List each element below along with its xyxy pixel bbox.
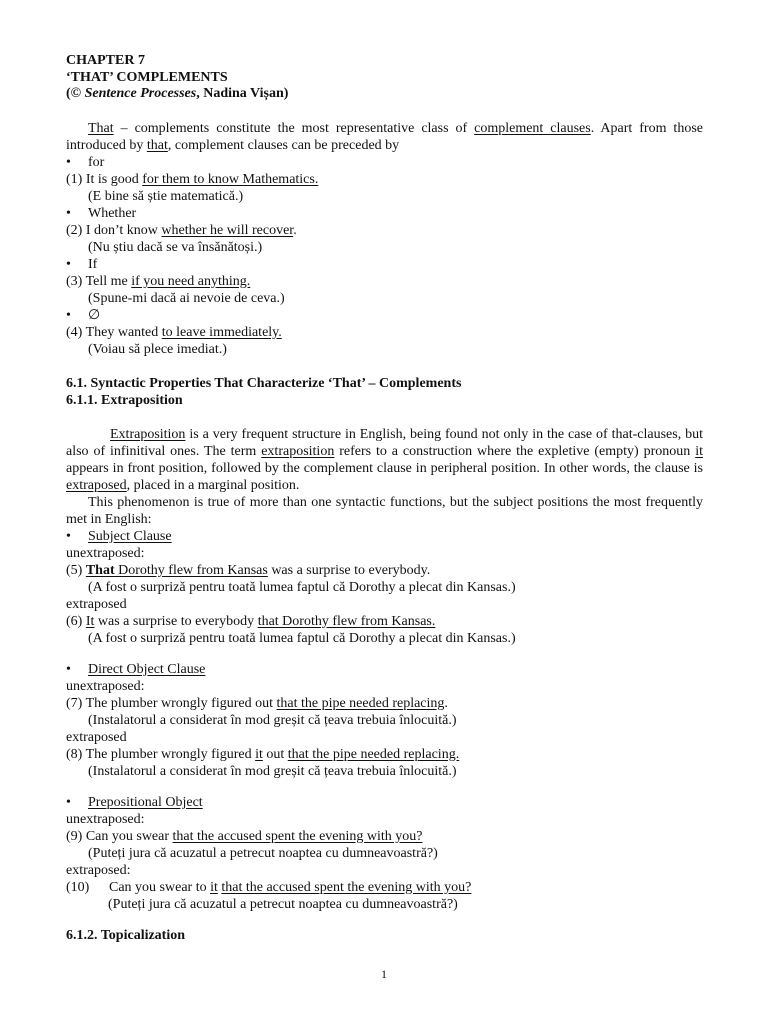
example-9: (9) Can you swear that the accused spent the evening with you? (66, 828, 423, 844)
label-extraposed: extraposed (66, 729, 127, 745)
extraposition-paragraph: Extraposition is a very frequent structure in English, being found not only in the case of that-clauses, but also of infinitival ones. The term extraposition refers to a construction where the expletive (empty) pronoun it appears in front position, followed by the complement clause in peripheral position. In other words, the clause is extraposed, placed in a marginal position. (66, 426, 703, 493)
example-4-translation: (Voiau să plece imediat.) (88, 341, 227, 357)
page-number: 1 (381, 967, 387, 981)
label-extraposed: extraposed (66, 596, 127, 612)
example-8-translation: (Instalatorul a considerat în mod greșit că țeava trebuia înlocuită.) (88, 763, 457, 779)
label-extraposed: extraposed: (66, 862, 131, 878)
list-item: • ∅ (66, 307, 703, 324)
example-6: (6) It was a surprise to everybody that Dorothy flew from Kansas. (66, 613, 436, 629)
chapter-source: (© Sentence Processes, Nadina Vișan) (66, 86, 289, 101)
example-4: (4) They wanted to leave immediately. (66, 324, 282, 340)
example-10: (10) Can you swear to it that the accused spent the evening with you? (66, 879, 472, 895)
label-unextraposed: unextraposed: (66, 545, 145, 561)
source-book-title: Sentence Processes (84, 86, 197, 101)
example-9-translation: (Puteți jura că acuzatul a petrecut noaptea cu dumneavoastră?) (88, 845, 438, 861)
list-item: • for (66, 154, 703, 171)
label-unextraposed: unextraposed: (66, 678, 145, 694)
example-5: (5) That Dorothy flew from Kansas was a surprise to everybody. (66, 562, 431, 578)
example-7: (7) The plumber wrongly figured out that the pipe needed replacing. (66, 695, 448, 711)
example-2: (2) I don’t know whether he will recover. (66, 222, 297, 238)
example-6-translation: (A fost o surpriză pentru toată lumea faptul că Dorothy a plecat din Kansas.) (88, 630, 516, 646)
example-7-translation: (Instalatorul a considerat în mod greșit că țeava trebuia înlocuită.) (88, 712, 457, 728)
section-heading-6-1: 6.1. Syntactic Properties That Characterize ‘That’ – Complements (66, 375, 462, 391)
section-heading-6-1-2: 6.1.2. Topicalization (66, 927, 186, 943)
intro-paragraph: That – complements constitute the most representative class of complement clauses. Apart from those introduced by that, complement clauses can be preceded by (66, 120, 703, 153)
example-5-translation: (A fost o surpriză pentru toată lumea faptul că Dorothy a plecat din Kansas.) (88, 579, 516, 595)
example-1-translation: (E bine să știe matematică.) (88, 188, 244, 204)
example-10-translation: (Puteți jura că acuzatul a petrecut noaptea cu dumneavoastră?) (108, 896, 458, 912)
list-item: • Direct Object Clause (66, 661, 703, 678)
list-item: • Whether (66, 205, 703, 222)
phenomenon-paragraph: This phenomenon is true of more than one syntactic functions, but the subject positions the most frequently met in English: (66, 494, 703, 527)
example-3: (3) Tell me if you need anything. (66, 273, 251, 289)
list-item: • Subject Clause (66, 528, 703, 545)
chapter-number: CHAPTER 7 (66, 53, 145, 68)
section-heading-6-1-1: 6.1.1. Extraposition (66, 392, 183, 408)
label-unextraposed: unextraposed: (66, 811, 145, 827)
chapter-title: ‘THAT’ COMPLEMENTS (66, 69, 228, 85)
example-1: (1) It is good for them to know Mathematics. (66, 171, 319, 187)
example-2-translation: (Nu știu dacă se va însănătoși.) (88, 239, 263, 255)
example-8: (8) The plumber wrongly figured it out that the pipe needed replacing. (66, 746, 460, 762)
list-item: • Prepositional Object (66, 794, 703, 811)
chapter-heading (66, 53, 703, 103)
document-page (66, 53, 703, 944)
example-3-translation: (Spune-mi dacă ai nevoie de ceva.) (88, 290, 285, 306)
list-item: • If (66, 256, 703, 273)
